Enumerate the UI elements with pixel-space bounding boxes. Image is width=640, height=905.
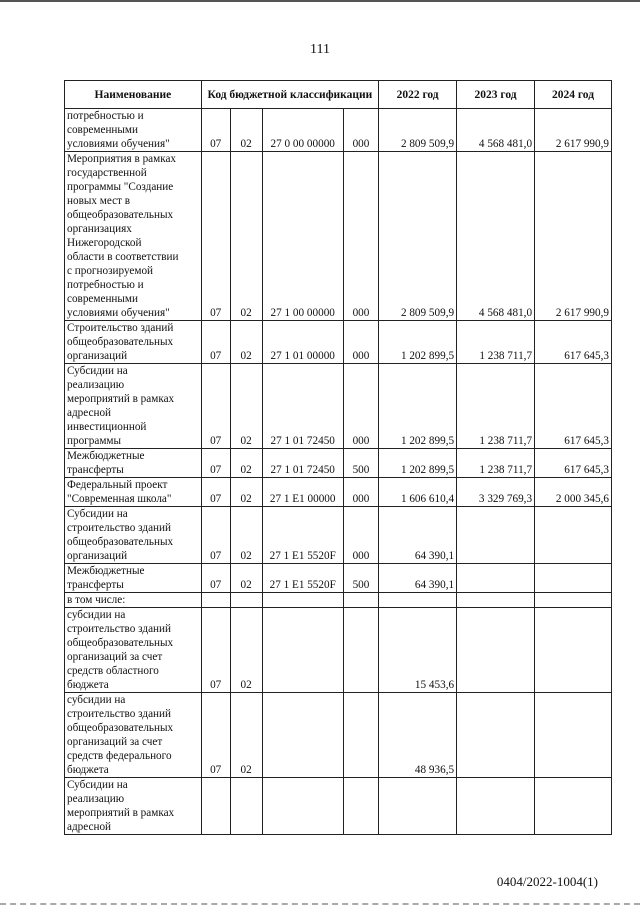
cell-sec [201, 593, 230, 608]
cell-csr [262, 608, 343, 693]
cell-y2022: 1 202 899,5 [379, 321, 457, 364]
table-row [65, 109, 612, 152]
cell-y2023: 1 238 711,7 [457, 364, 535, 449]
cell-sub: 02 [230, 608, 262, 693]
cell-sub: 02 [230, 478, 262, 507]
cell-vr: 000 [343, 478, 378, 507]
cell-y2023: 4 568 481,0 [457, 109, 535, 152]
header-code: Код бюджетной классификации [201, 81, 378, 109]
cell-name: Субсидии на реализацию мероприятий в рамках адресной инвестиционной программы [65, 364, 202, 449]
cell-y2024: 617 645,3 [535, 364, 612, 449]
cell-name: Федеральный проект "Современная школа" [65, 478, 202, 507]
cell-y2024 [535, 778, 612, 835]
cell-sec: 07 [201, 693, 230, 778]
cell-y2022: 1 202 899,5 [379, 449, 457, 478]
table-row [65, 778, 612, 835]
cell-y2024 [535, 564, 612, 593]
cell-csr: 27 1 01 72450 [262, 364, 343, 449]
cell-name: Межбюджетные трансферты [65, 449, 202, 478]
cell-vr: 000 [343, 152, 378, 321]
cell-sub: 02 [230, 507, 262, 564]
budget-table [64, 80, 612, 835]
table-row [65, 507, 612, 564]
cell-vr: 000 [343, 321, 378, 364]
cell-y2024: 2 617 990,9 [535, 152, 612, 321]
cell-sec: 07 [201, 152, 230, 321]
header-2024: 2024 год [535, 81, 612, 109]
cell-y2022 [379, 778, 457, 835]
cell-name: Межбюджетные трансферты [65, 564, 202, 593]
cell-vr [343, 608, 378, 693]
table-row [65, 478, 612, 507]
cell-y2024: 617 645,3 [535, 449, 612, 478]
cell-name: субсидии на строительство зданий общеобразовательных организаций за счет средств федерального бюджета [65, 693, 202, 778]
table-row [65, 593, 612, 608]
cell-vr: 000 [343, 109, 378, 152]
cell-y2023: 1 238 711,7 [457, 449, 535, 478]
cell-y2023 [457, 693, 535, 778]
cell-y2024: 617 645,3 [535, 321, 612, 364]
document-code: 0404/2022-1004(1) [496, 874, 598, 889]
cell-y2024 [535, 608, 612, 693]
cell-y2023 [457, 564, 535, 593]
table-row [65, 693, 612, 778]
cell-y2023 [457, 507, 535, 564]
cell-y2024 [535, 507, 612, 564]
cell-y2024 [535, 693, 612, 778]
cell-y2022: 2 809 509,9 [379, 109, 457, 152]
cell-y2023 [457, 778, 535, 835]
table-row [65, 608, 612, 693]
cell-y2022 [379, 593, 457, 608]
table-row [65, 364, 612, 449]
cell-sec [201, 778, 230, 835]
cell-name: в том числе: [65, 593, 202, 608]
cell-name: Строительство зданий общеобразовательных организаций [65, 321, 202, 364]
cell-sub [230, 593, 262, 608]
cell-csr [262, 693, 343, 778]
cell-y2022: 64 390,1 [379, 507, 457, 564]
cell-sec: 07 [201, 449, 230, 478]
page-number: 111 [310, 42, 330, 57]
cell-csr [262, 778, 343, 835]
cell-y2024: 2 617 990,9 [535, 109, 612, 152]
cell-sec: 07 [201, 364, 230, 449]
cell-sec: 07 [201, 564, 230, 593]
cell-csr: 27 1 E1 5520F [262, 507, 343, 564]
cell-y2022: 2 809 509,9 [379, 152, 457, 321]
cell-name: Мероприятия в рамках государственной программы "Создание новых мест в общеобразовательных организациях Нижегородской области в соответствии с прогнозируемой потребностью и современными условиями обучения" [65, 152, 202, 321]
cell-sub: 02 [230, 564, 262, 593]
cell-name: потребностью и современными условиями обучения" [65, 109, 202, 152]
cell-y2022: 48 936,5 [379, 693, 457, 778]
table-header-row [65, 81, 612, 109]
cell-vr: 000 [343, 507, 378, 564]
cell-name: субсидии на строительство зданий общеобразовательных организаций за счет средств областного бюджета [65, 608, 202, 693]
cell-y2023: 4 568 481,0 [457, 152, 535, 321]
table-row [65, 152, 612, 321]
cell-csr [262, 593, 343, 608]
cell-vr [343, 693, 378, 778]
cell-sec: 07 [201, 109, 230, 152]
cell-vr [343, 778, 378, 835]
cell-sub: 02 [230, 693, 262, 778]
cell-vr: 500 [343, 564, 378, 593]
cell-csr: 27 1 01 00000 [262, 321, 343, 364]
cell-sec: 07 [201, 321, 230, 364]
cell-sec: 07 [201, 478, 230, 507]
cell-vr: 500 [343, 449, 378, 478]
cell-y2023: 1 238 711,7 [457, 321, 535, 364]
cell-sub [230, 778, 262, 835]
cell-csr: 27 1 01 72450 [262, 449, 343, 478]
cell-y2023: 3 329 769,3 [457, 478, 535, 507]
cell-csr: 27 0 00 00000 [262, 109, 343, 152]
cell-sub: 02 [230, 152, 262, 321]
table-row [65, 449, 612, 478]
cell-name: Субсидии на реализацию мероприятий в рамках адресной [65, 778, 202, 835]
cell-y2023 [457, 608, 535, 693]
cell-y2023 [457, 593, 535, 608]
cell-sub: 02 [230, 364, 262, 449]
cell-y2022: 1 202 899,5 [379, 364, 457, 449]
cell-sec: 07 [201, 507, 230, 564]
header-name: Наименование [65, 81, 202, 109]
cell-y2022: 64 390,1 [379, 564, 457, 593]
cell-name: Субсидии на строительство зданий общеобразовательных организаций [65, 507, 202, 564]
cell-sub: 02 [230, 109, 262, 152]
table-row [65, 321, 612, 364]
cell-vr: 000 [343, 364, 378, 449]
cell-sub: 02 [230, 449, 262, 478]
cell-csr: 27 1 00 00000 [262, 152, 343, 321]
cell-y2024 [535, 593, 612, 608]
cell-csr: 27 1 E1 00000 [262, 478, 343, 507]
cell-y2022: 1 606 610,4 [379, 478, 457, 507]
header-2022: 2022 год [379, 81, 457, 109]
cell-y2022: 15 453,6 [379, 608, 457, 693]
cell-y2024: 2 000 345,6 [535, 478, 612, 507]
table-row [65, 564, 612, 593]
header-2023: 2023 год [457, 81, 535, 109]
cell-sub: 02 [230, 321, 262, 364]
cell-sec: 07 [201, 608, 230, 693]
top-rule [0, 0, 640, 2]
cell-csr: 27 1 E1 5520F [262, 564, 343, 593]
cell-vr [343, 593, 378, 608]
